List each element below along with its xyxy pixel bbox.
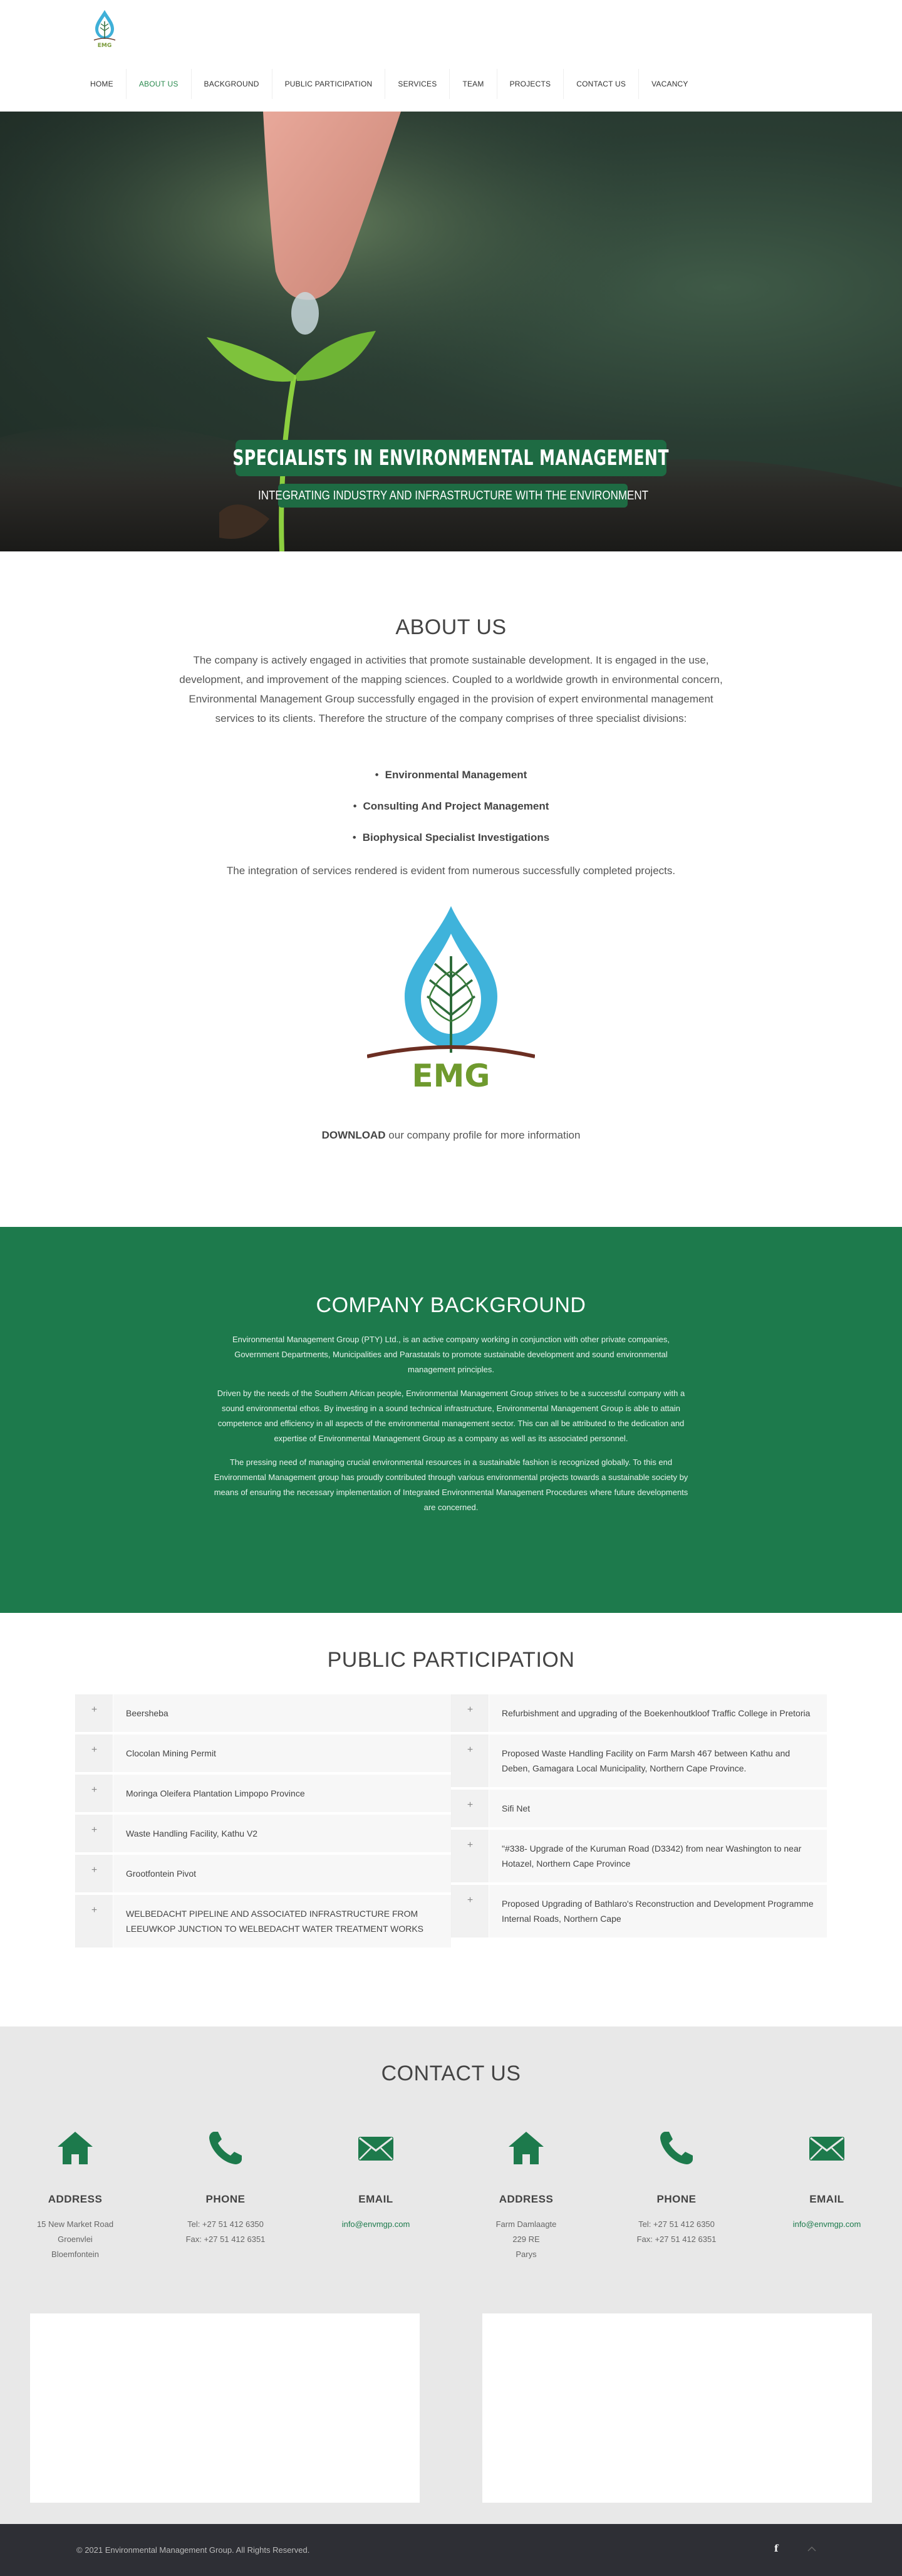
division-item: • Environmental Management bbox=[0, 766, 902, 797]
about-section bbox=[0, 551, 902, 1227]
plus-icon[interactable]: + bbox=[76, 1855, 113, 1892]
accordion-item[interactable] bbox=[451, 1790, 827, 1827]
contact-card-title: ADDRESS bbox=[48, 2193, 103, 2205]
envelope-icon bbox=[807, 2128, 847, 2168]
contact-line: Bloemfontein bbox=[51, 2250, 99, 2259]
accordion-right bbox=[451, 1694, 827, 1940]
nav-item-vacancy[interactable]: VACANCY bbox=[651, 80, 688, 88]
plus-icon[interactable]: + bbox=[76, 1734, 113, 1772]
plus-icon[interactable]: + bbox=[76, 1775, 113, 1812]
contact-card-email bbox=[752, 2128, 902, 2232]
hero-subtitle-box bbox=[257, 484, 648, 508]
emg-logo-large bbox=[367, 902, 535, 1092]
plus-icon[interactable]: + bbox=[452, 1885, 489, 1937]
main-nav bbox=[78, 69, 701, 100]
facebook-icon[interactable]: f bbox=[774, 2543, 779, 2554]
svg-text:EMG: EMG bbox=[412, 1058, 490, 1092]
phone-icon bbox=[656, 2128, 697, 2168]
contact-line: Fax: +27 51 412 6351 bbox=[185, 2234, 266, 2244]
nav-item-home[interactable]: HOME bbox=[78, 69, 127, 99]
accordion-item[interactable] bbox=[451, 1734, 827, 1787]
contact-line: Parys bbox=[516, 2250, 537, 2259]
division-item: • Biophysical Specialist Investigations bbox=[0, 828, 902, 860]
accordion-title[interactable]: WELBEDACHT PIPELINE AND ASSOCIATED INFRASTRUCTURE FROM LEEUWKOP JUNCTION TO WELBEDACHT WATER TREATMENT WORKS bbox=[126, 1909, 424, 1934]
email-link[interactable]: info@envmgp.com bbox=[792, 2219, 861, 2229]
accordion-item[interactable] bbox=[75, 1775, 451, 1812]
map-embed-1[interactable] bbox=[30, 2313, 420, 2503]
accordion-title[interactable]: Moringa Oleifera Plantation Limpopo Province bbox=[126, 1788, 305, 1798]
accordion-item[interactable] bbox=[75, 1815, 451, 1852]
contact-card-email bbox=[301, 2128, 451, 2232]
envelope-icon bbox=[356, 2128, 396, 2168]
contact-line: 15 New Market Road bbox=[36, 2219, 114, 2229]
contact-card-phone bbox=[150, 2128, 301, 2247]
plus-icon[interactable]: + bbox=[76, 1694, 113, 1732]
contact-card-address bbox=[451, 2128, 601, 2262]
hero-banner bbox=[0, 112, 902, 551]
divisions-list bbox=[0, 766, 902, 860]
contact-card-phone bbox=[601, 2128, 752, 2247]
accordion-item[interactable] bbox=[75, 1694, 451, 1732]
home-icon bbox=[506, 2128, 546, 2168]
nav-item-projects[interactable]: PROJECTS bbox=[497, 69, 564, 99]
accordion-title[interactable]: Proposed Waste Handling Facility on Farm Marsh 467 between Kathu and Deben, Gamagara Local Municipality, Northern Cape Province. bbox=[502, 1748, 791, 1773]
hero-title-box bbox=[232, 440, 670, 476]
nav-item-background[interactable]: BACKGROUND bbox=[192, 69, 272, 99]
download-text bbox=[0, 1129, 902, 1142]
accordion-item[interactable] bbox=[75, 1734, 451, 1772]
accordion-item[interactable] bbox=[451, 1830, 827, 1882]
emg-logo[interactable] bbox=[88, 8, 122, 50]
background-paragraph: Driven by the needs of the Southern African people, Environmental Management Group strives to be a successful company with a sound environmental ethos. By investing in a sound technical infrastructure, Environmental Management Group is able to attain competence and efficiency in all aspects of the environmental management sector. This can all be attributed to the dedication and expertise of Environmental Management Group as a company as well as its associated personnel. bbox=[217, 1389, 685, 1443]
accordion-title[interactable]: Proposed Upgrading of Bathlaro's Reconstruction and Development Programme Internal Roads, Northern Cape bbox=[502, 1899, 814, 1924]
hero-subtitle: INTEGRATING INDUSTRY AND INFRASTRUCTURE WITH THE ENVIRONMENT bbox=[257, 488, 648, 503]
integration-text: The integration of services rendered is evident from numerous successfully completed projects. bbox=[226, 865, 676, 877]
hero-title: SPECIALISTS IN ENVIRONMENTAL MANAGEMENT bbox=[232, 446, 670, 471]
download-link[interactable]: DOWNLOAD bbox=[321, 1129, 386, 1141]
accordion-title[interactable]: Beersheba bbox=[126, 1708, 168, 1718]
home-icon bbox=[55, 2128, 95, 2168]
contact-card-title: PHONE bbox=[205, 2193, 246, 2205]
contact-line: Tel: +27 51 412 6350 bbox=[187, 2219, 264, 2229]
plus-icon[interactable]: + bbox=[76, 1815, 113, 1852]
nav-item-public-participation[interactable]: PUBLIC PARTICIPATION bbox=[272, 69, 386, 99]
accordion-title[interactable]: Waste Handling Facility, Kathu V2 bbox=[126, 1828, 258, 1838]
scroll-top-icon[interactable] bbox=[806, 2543, 818, 2555]
nav-item-about-us[interactable]: ABOUT US bbox=[127, 69, 192, 99]
accordion-item[interactable] bbox=[451, 1694, 827, 1732]
contact-line: Farm Damlaagte bbox=[495, 2219, 557, 2229]
email-link[interactable]: info@envmgp.com bbox=[341, 2219, 410, 2229]
accordion-title[interactable]: Grootfontein Pivot bbox=[126, 1869, 197, 1879]
nav-item-services[interactable]: SERVICES bbox=[385, 69, 450, 99]
accordion-title[interactable]: Clocolan Mining Permit bbox=[126, 1748, 216, 1758]
copyright-text: © 2021 Environmental Management Group. All Rights Reserved. bbox=[76, 2545, 310, 2555]
nav-item-contact-us[interactable]: CONTACT US bbox=[564, 69, 639, 99]
contact-line: Tel: +27 51 412 6350 bbox=[638, 2219, 715, 2229]
background-paragraph: The pressing need of managing crucial environmental resources in a sustainable fashion is recognized globally. To this end Environmental Management group has proudly contributed through various environmental projects towards a sustainable society by means of ensuring the necessary implementation of Integrated Environmental Management Procedures where future developments are concerned. bbox=[214, 1457, 688, 1512]
contact-line: Fax: +27 51 412 6351 bbox=[636, 2234, 717, 2244]
accordion-item[interactable] bbox=[75, 1855, 451, 1892]
nav-item-team[interactable]: TEAM bbox=[450, 69, 497, 99]
contact-card-title: PHONE bbox=[656, 2193, 697, 2205]
plus-icon[interactable]: + bbox=[452, 1694, 489, 1732]
site-footer bbox=[0, 2524, 902, 2576]
plus-icon[interactable]: + bbox=[452, 1790, 489, 1827]
contact-card-title: ADDRESS bbox=[499, 2193, 554, 2205]
plus-icon[interactable]: + bbox=[452, 1830, 489, 1882]
public-title: PUBLIC PARTICIPATION bbox=[327, 1648, 575, 1672]
accordion-title[interactable]: Sifi Net bbox=[502, 1803, 531, 1813]
svg-text:EMG: EMG bbox=[97, 43, 112, 49]
about-text: The company is actively engaged in activities that promote sustainable development. It is engaged in the use, development, and improvement of the mapping sciences. Coupled to a worldwide growth in environmental concern, Environmental Management Group successfully engaged in the provision of expert environmental management services to its clients. Therefore the structure of the company comprises of three specialist divisions: bbox=[179, 654, 723, 724]
contact-card-title: EMAIL bbox=[809, 2193, 844, 2205]
contact-card-address bbox=[0, 2128, 150, 2262]
background-title: COMPANY BACKGROUND bbox=[316, 1293, 586, 1317]
contact-section bbox=[0, 2026, 902, 2524]
about-title: ABOUT US bbox=[395, 615, 507, 639]
phone-icon bbox=[205, 2128, 246, 2168]
background-paragraph: Environmental Management Group (PTY) Ltd., is an active company working in conjunction with other private companies, Government Departments, Municipalities and Parastatals to promote sustainable development and sound environmental management principles. bbox=[232, 1335, 670, 1374]
accordion-left bbox=[75, 1694, 451, 1950]
accordion-title[interactable]: Refurbishment and upgrading of the Boekenhoutkloof Traffic College in Pretoria bbox=[502, 1708, 811, 1718]
accordion-title[interactable]: "#338- Upgrade of the Kuruman Road (D3342) from near Washington to near Hotazel, Northern Cape Province bbox=[502, 1843, 802, 1869]
company-background-section bbox=[0, 1227, 902, 1613]
accordion-item[interactable] bbox=[75, 1895, 451, 1948]
background-paragraphs bbox=[213, 1332, 689, 1524]
contact-line: Groenvlei bbox=[58, 2234, 93, 2244]
download-rest: our company profile for more information bbox=[385, 1129, 581, 1141]
site-header bbox=[0, 0, 902, 112]
accordion-item[interactable] bbox=[451, 1885, 827, 1937]
public-participation-section bbox=[0, 1613, 902, 2026]
contact-line: 229 RE bbox=[512, 2234, 540, 2244]
division-item: • Consulting And Project Management bbox=[0, 797, 902, 828]
plus-icon[interactable]: + bbox=[452, 1734, 489, 1787]
map-embed-2[interactable] bbox=[482, 2313, 872, 2503]
contact-title: CONTACT US bbox=[381, 2062, 521, 2085]
plus-icon[interactable]: + bbox=[76, 1895, 113, 1948]
contact-card-title: EMAIL bbox=[358, 2193, 393, 2205]
